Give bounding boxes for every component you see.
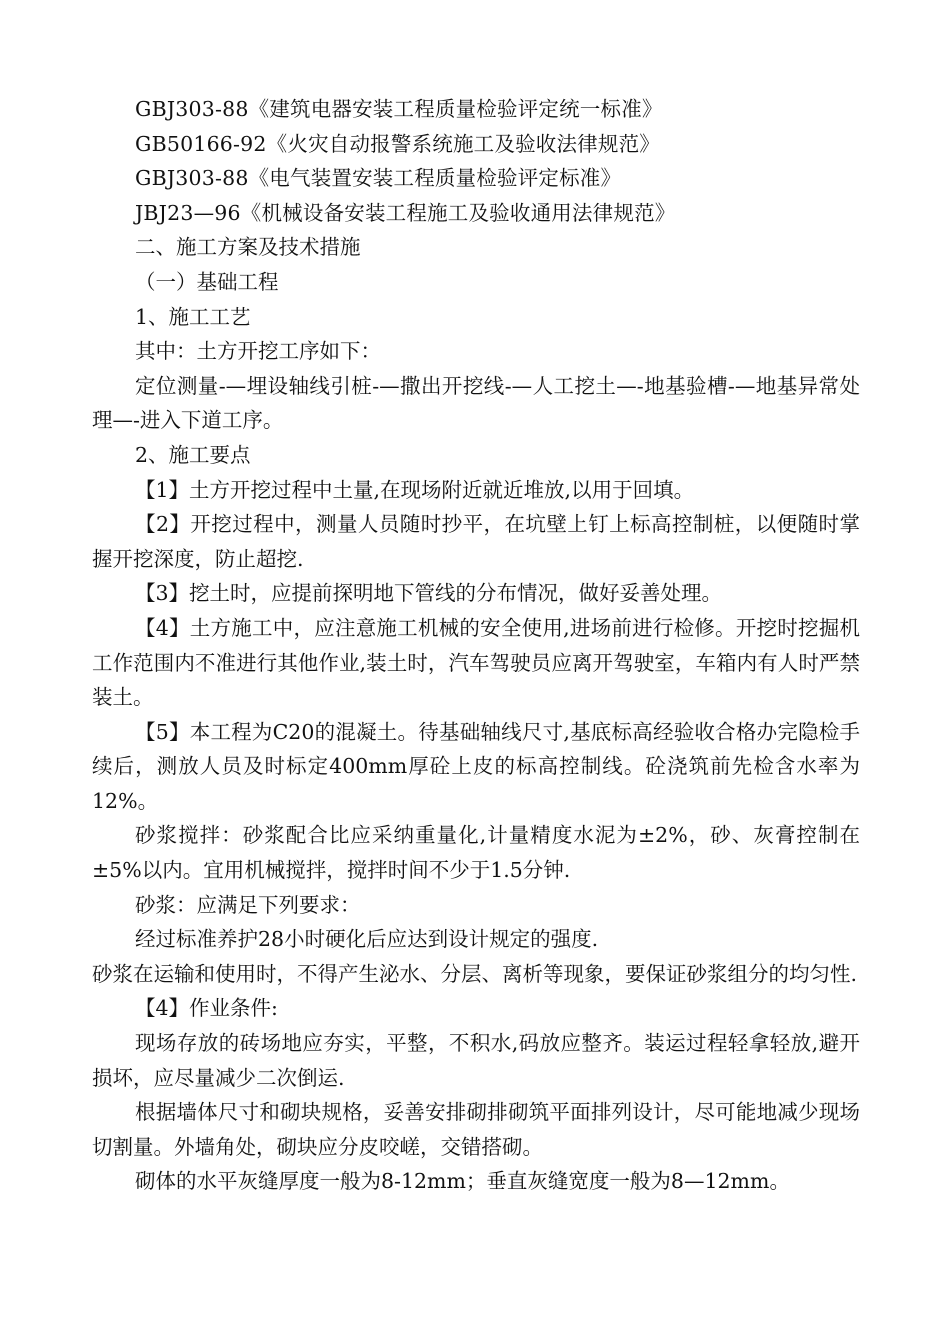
item-heading-process: 1、施工工艺: [135, 304, 251, 329]
key-point-5: 【5】本工程为C20的混凝土。待基础轴线尺寸,基底标高经验收合格办完隐检手续后，测放人员及时标定400mm厚砼上皮的标高控制线。砼浇筑前先检含水率为12%。: [92, 719, 860, 813]
standard-reference-2: GB50166-92《火灾自动报警系统施工及验收法律规范》: [135, 131, 660, 156]
section-heading-construction-plan: 二、施工方案及技术措施: [135, 235, 361, 260]
paragraph-mortar-mixing: 砂浆搅拌：砂浆配合比应采纳重量化,计量精度水泥为±2%，砂、灰膏控制在±5%以内。宜用机械搅拌，搅拌时间不少于1.5分钟.: [92, 823, 860, 883]
standard-reference-4: JBJ23—96《机械设备安装工程施工及验收通用法律规范》: [135, 200, 676, 225]
paragraph-mortar-curing: 经过标准养护28小时硬化后应达到设计规定的强度.: [135, 927, 599, 952]
paragraph-masonry-layout: 根据墙体尺寸和砌块规格，妥善安排砌排砌筑平面排列设计，尽可能地减少现场切割量。外墙角处，砌块应分皮咬嵯，交错搭砌。: [92, 1100, 860, 1159]
subsection-heading-foundation: （一）基础工程: [135, 269, 279, 294]
paragraph-mortar-requirements: 砂浆：应满足下列要求：: [135, 892, 361, 917]
item-heading-work-conditions: 【4】作业条件:: [135, 996, 278, 1021]
key-point-4: 【4】土方施工中，应注意施工机械的安全使用,进场前进行检修。开挖时挖掘机工作范围内不准进行其他作业,装土时，汽车驾驶员应离开驾驶室，车箱内有人时严禁装土。: [92, 615, 860, 710]
document-body: [92, 92, 860, 1199]
paragraph-earthwork-sequence: 定位测量-—埋设轴线引桩-—撒出开挖线-—人工挖土—-地基验槽-—地基异常处理—-进入下道工序。: [92, 373, 860, 433]
paragraph-earthwork-intro: 其中：土方开挖工序如下：: [135, 339, 381, 364]
item-heading-key-points: 2、施工要点: [135, 442, 251, 467]
paragraph-brick-storage: 现场存放的砖场地应夯实，平整，不积水,码放应整齐。装运过程轻拿轻放,避开损坏，应尽量减少二次倒运.: [92, 1031, 860, 1090]
key-point-1: 【1】土方开挖过程中土量,在现场附近就近堆放,以用于回填。: [135, 477, 695, 502]
paragraph-mortar-transport: 砂浆在运输和使用时，不得产生泌水、分层、离析等现象，要保证砂浆组分的均匀性.: [92, 961, 858, 986]
key-point-3: 【3】挖土时，应提前探明地下管线的分布情况，做好妥善处理。: [135, 581, 723, 606]
paragraph-mortar-joints: 砌体的水平灰缝厚度一般为8-12mm；垂直灰缝宽度一般为8—12mm。: [135, 1169, 790, 1194]
standard-reference-1: GBJ303-88《建筑电器安装工程质量检验评定统一标准》: [135, 97, 663, 121]
standard-reference-3: GBJ303-88《电气装置安装工程质量检验评定标准》: [135, 166, 622, 191]
key-point-2: 【2】开挖过程中，测量人员随时抄平，在坑壁上钉上标高控制桩，以便随时掌握开挖深度，防止超挖.: [92, 512, 860, 571]
